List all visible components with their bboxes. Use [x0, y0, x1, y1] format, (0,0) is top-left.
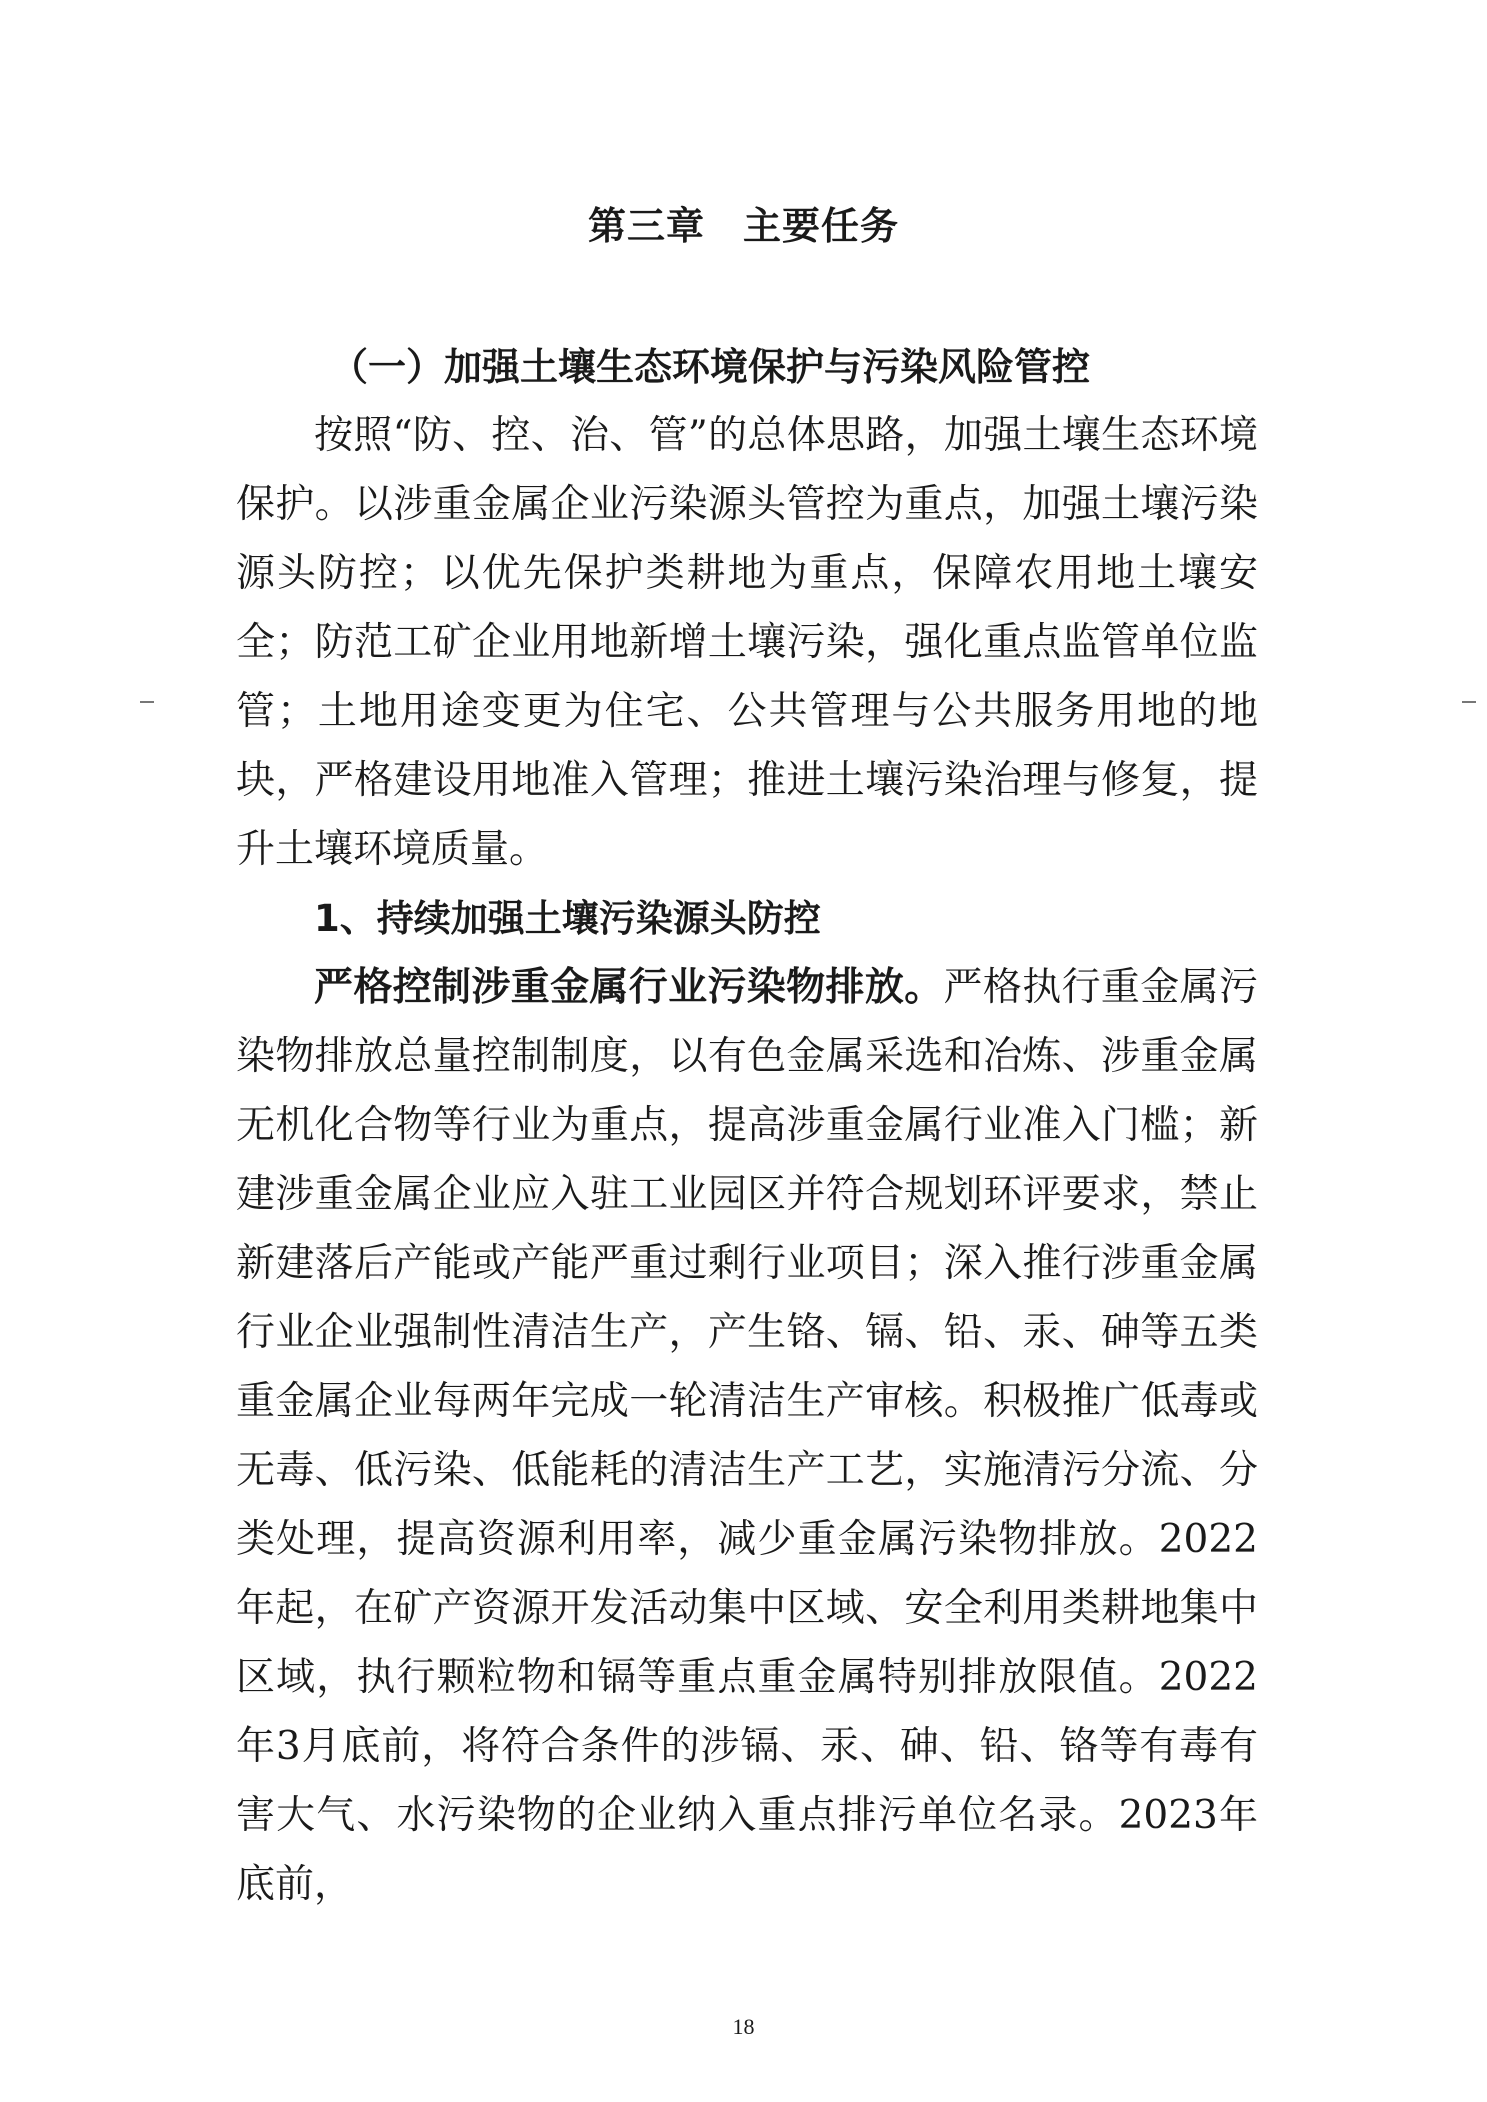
chapter-title — [0, 196, 1487, 256]
scan-mark-right — [1462, 701, 1476, 703]
scan-mark-left — [140, 701, 154, 703]
section-heading: （一）加强土壤生态环境保护与污染风险管控 — [330, 344, 1091, 389]
body-paragraph-text: 严格执行重金属污染物排放总量控制制度，以有色金属采选和冶炼、涉重金属无机化合物等行业为重点，提高涉重金属行业准入门槛；新建涉重金属企业应入驻工业园区并符合规划环评要求，禁止新建落后产能或产能严重过剩行业项目；深入推行涉重金属行业企业强制性清洁生产，产生铬、镉、铅、汞、砷等五类重金属企业每两年完成一轮清洁生产审核。积极推广低毒或无毒、低污染、低能耗的清洁生产工艺，实施清污分流、分类处理，提高资源利用率，减少重金属污染物排放。2022年起，在矿产资源开发活动集中区域、安全利用类耕地集中区域，执行颗粒物和镉等重点重金属特别排放限值。2022年3月底前，将符合条件的涉镉、汞、砷、铅、铬等有毒有害大气、水污染物的企业纳入重点排污单位名录。2023年底前， — [236, 965, 1258, 1907]
chapter-name: 主要任务 — [743, 204, 900, 248]
body-paragraph — [236, 953, 1258, 1919]
subsection-heading: 1、持续加强土壤污染源头防控 — [314, 897, 821, 940]
chapter-number: 第三章 — [587, 204, 705, 248]
body-text — [236, 332, 1258, 1919]
intro-paragraph: 按照“防、控、治、管”的总体思路，加强土壤生态环境保护。以涉重金属企业污染源头管控为重点，加强土壤污染源头防控；以优先保护类耕地为重点，保障农用地土壤安全；防范工矿企业用地新增土壤污染，强化重点监管单位监管；土地用途变更为住宅、公共管理与公共服务用地的地块，严格建设用地准入管理；推进土壤污染治理与修复，提升土壤环境质量。 — [236, 413, 1258, 872]
lead-sentence: 严格控制涉重金属行业污染物排放。 — [314, 964, 944, 1010]
page-number: 18 — [732, 2014, 755, 2039]
